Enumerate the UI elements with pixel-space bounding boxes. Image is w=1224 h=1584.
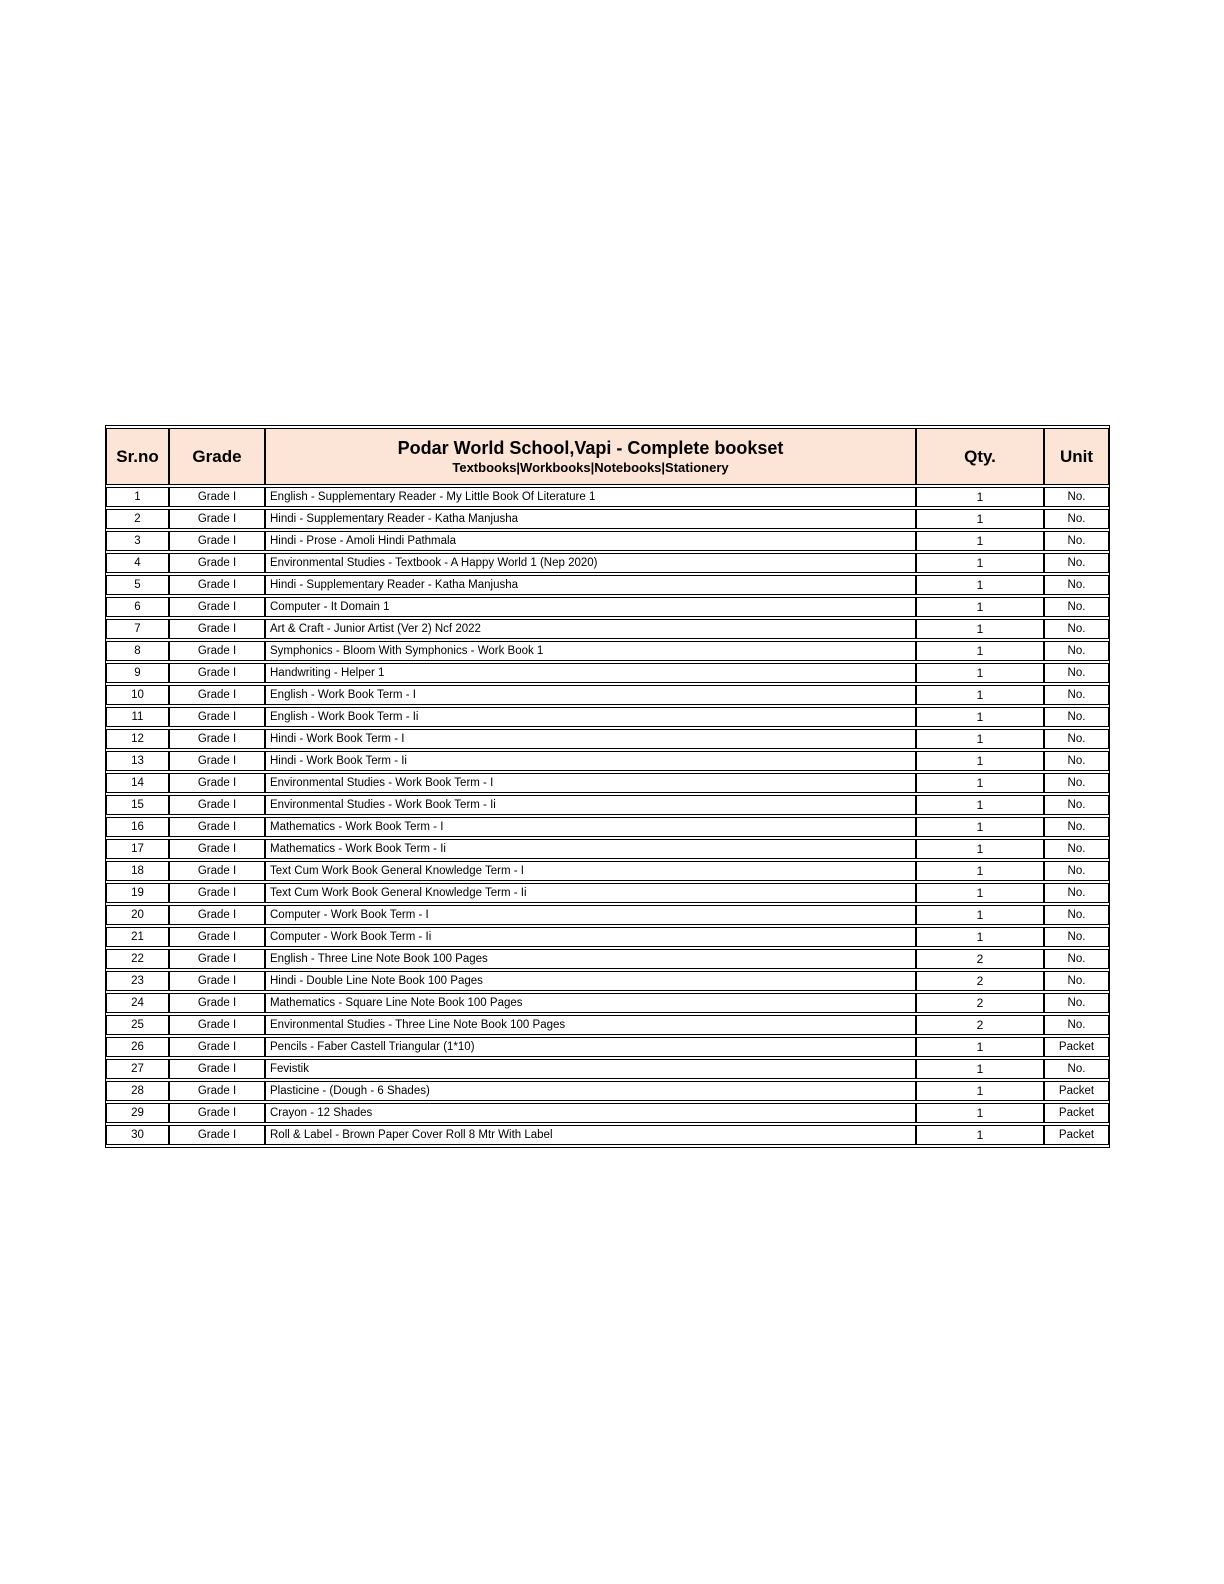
cell-qty: 1 bbox=[916, 927, 1044, 947]
cell-grade: Grade I bbox=[169, 949, 265, 969]
cell-item: Computer - It Domain 1 bbox=[265, 597, 916, 617]
table-row bbox=[106, 707, 1109, 727]
table-row bbox=[106, 839, 1109, 859]
cell-srno: 1 bbox=[106, 487, 169, 507]
cell-grade: Grade I bbox=[169, 707, 265, 727]
table-row bbox=[106, 641, 1109, 661]
table-row bbox=[106, 685, 1109, 705]
cell-unit: No. bbox=[1044, 531, 1109, 551]
cell-grade: Grade I bbox=[169, 553, 265, 573]
cell-unit: No. bbox=[1044, 1015, 1109, 1035]
cell-grade: Grade I bbox=[169, 927, 265, 947]
table-row bbox=[106, 883, 1109, 903]
cell-item: English - Work Book Term - Ii bbox=[265, 707, 916, 727]
cell-srno: 3 bbox=[106, 531, 169, 551]
table-row bbox=[106, 1103, 1109, 1123]
cell-srno: 19 bbox=[106, 883, 169, 903]
cell-grade: Grade I bbox=[169, 993, 265, 1013]
cell-item: Environmental Studies - Work Book Term - I bbox=[265, 773, 916, 793]
cell-unit: No. bbox=[1044, 839, 1109, 859]
cell-unit: No. bbox=[1044, 883, 1109, 903]
table-row bbox=[106, 861, 1109, 881]
table-row bbox=[106, 487, 1109, 507]
cell-srno: 2 bbox=[106, 509, 169, 529]
table-row bbox=[106, 553, 1109, 573]
table-row bbox=[106, 949, 1109, 969]
cell-item: English - Supplementary Reader - My Little Book Of Literature 1 bbox=[265, 487, 916, 507]
cell-grade: Grade I bbox=[169, 1103, 265, 1123]
cell-grade: Grade I bbox=[169, 663, 265, 683]
cell-unit: No. bbox=[1044, 949, 1109, 969]
cell-qty: 1 bbox=[916, 817, 1044, 837]
cell-qty: 1 bbox=[916, 641, 1044, 661]
cell-unit: No. bbox=[1044, 509, 1109, 529]
cell-srno: 6 bbox=[106, 597, 169, 617]
cell-unit: No. bbox=[1044, 487, 1109, 507]
cell-srno: 22 bbox=[106, 949, 169, 969]
cell-grade: Grade I bbox=[169, 729, 265, 749]
cell-qty: 2 bbox=[916, 971, 1044, 991]
cell-srno: 14 bbox=[106, 773, 169, 793]
cell-unit: No. bbox=[1044, 817, 1109, 837]
cell-unit: Packet bbox=[1044, 1037, 1109, 1057]
table-row bbox=[106, 531, 1109, 551]
cell-item: Pencils - Faber Castell Triangular (1*10) bbox=[265, 1037, 916, 1057]
cell-srno: 24 bbox=[106, 993, 169, 1013]
cell-qty: 1 bbox=[916, 509, 1044, 529]
table-row bbox=[106, 795, 1109, 815]
cell-srno: 23 bbox=[106, 971, 169, 991]
cell-qty: 1 bbox=[916, 1081, 1044, 1101]
cell-item: Art & Craft - Junior Artist (Ver 2) Ncf 2022 bbox=[265, 619, 916, 639]
cell-item: Crayon - 12 Shades bbox=[265, 1103, 916, 1123]
cell-grade: Grade I bbox=[169, 575, 265, 595]
cell-item: Computer - Work Book Term - I bbox=[265, 905, 916, 925]
cell-unit: No. bbox=[1044, 597, 1109, 617]
cell-item: Hindi - Work Book Term - I bbox=[265, 729, 916, 749]
header-row bbox=[106, 428, 1109, 485]
cell-grade: Grade I bbox=[169, 685, 265, 705]
cell-grade: Grade I bbox=[169, 861, 265, 881]
cell-grade: Grade I bbox=[169, 773, 265, 793]
table-row bbox=[106, 597, 1109, 617]
cell-qty: 1 bbox=[916, 553, 1044, 573]
table-row bbox=[106, 509, 1109, 529]
cell-qty: 1 bbox=[916, 1059, 1044, 1079]
table-row bbox=[106, 927, 1109, 947]
booklist-table-container bbox=[105, 425, 1108, 1148]
cell-qty: 1 bbox=[916, 751, 1044, 771]
cell-qty: 1 bbox=[916, 905, 1044, 925]
cell-grade: Grade I bbox=[169, 883, 265, 903]
table-row bbox=[106, 1059, 1109, 1079]
cell-item: Computer - Work Book Term - Ii bbox=[265, 927, 916, 947]
cell-qty: 1 bbox=[916, 861, 1044, 881]
cell-item: Fevistik bbox=[265, 1059, 916, 1079]
cell-srno: 12 bbox=[106, 729, 169, 749]
table-row bbox=[106, 751, 1109, 771]
cell-srno: 13 bbox=[106, 751, 169, 771]
table-row bbox=[106, 663, 1109, 683]
column-header-title bbox=[265, 428, 916, 485]
cell-item: Mathematics - Square Line Note Book 100 Pages bbox=[265, 993, 916, 1013]
cell-item: Symphonics - Bloom With Symphonics - Work Book 1 bbox=[265, 641, 916, 661]
cell-qty: 1 bbox=[916, 839, 1044, 859]
cell-unit: No. bbox=[1044, 641, 1109, 661]
column-header-srno: Sr.no bbox=[106, 428, 169, 485]
cell-unit: No. bbox=[1044, 773, 1109, 793]
table-row bbox=[106, 1037, 1109, 1057]
cell-srno: 29 bbox=[106, 1103, 169, 1123]
cell-grade: Grade I bbox=[169, 817, 265, 837]
cell-item: Hindi - Double Line Note Book 100 Pages bbox=[265, 971, 916, 991]
cell-item: Environmental Studies - Textbook - A Happy World 1 (Nep 2020) bbox=[265, 553, 916, 573]
booklist-table bbox=[105, 425, 1110, 1148]
cell-qty: 1 bbox=[916, 1103, 1044, 1123]
cell-srno: 26 bbox=[106, 1037, 169, 1057]
cell-unit: No. bbox=[1044, 795, 1109, 815]
cell-grade: Grade I bbox=[169, 509, 265, 529]
cell-unit: No. bbox=[1044, 751, 1109, 771]
cell-srno: 5 bbox=[106, 575, 169, 595]
cell-qty: 1 bbox=[916, 597, 1044, 617]
cell-grade: Grade I bbox=[169, 795, 265, 815]
cell-srno: 11 bbox=[106, 707, 169, 727]
cell-srno: 20 bbox=[106, 905, 169, 925]
cell-qty: 1 bbox=[916, 795, 1044, 815]
cell-grade: Grade I bbox=[169, 1125, 265, 1145]
cell-qty: 1 bbox=[916, 663, 1044, 683]
cell-srno: 21 bbox=[106, 927, 169, 947]
cell-srno: 27 bbox=[106, 1059, 169, 1079]
cell-grade: Grade I bbox=[169, 1081, 265, 1101]
cell-srno: 15 bbox=[106, 795, 169, 815]
cell-item: Hindi - Supplementary Reader - Katha Manjusha bbox=[265, 509, 916, 529]
cell-grade: Grade I bbox=[169, 1037, 265, 1057]
cell-item: Text Cum Work Book General Knowledge Term - I bbox=[265, 861, 916, 881]
cell-item: English - Work Book Term - I bbox=[265, 685, 916, 705]
cell-qty: 1 bbox=[916, 1125, 1044, 1145]
cell-unit: No. bbox=[1044, 729, 1109, 749]
column-header-qty: Qty. bbox=[916, 428, 1044, 485]
column-header-unit: Unit bbox=[1044, 428, 1109, 485]
cell-srno: 10 bbox=[106, 685, 169, 705]
cell-unit: No. bbox=[1044, 993, 1109, 1013]
cell-item: Hindi - Prose - Amoli Hindi Pathmala bbox=[265, 531, 916, 551]
cell-grade: Grade I bbox=[169, 597, 265, 617]
cell-srno: 28 bbox=[106, 1081, 169, 1101]
table-row bbox=[106, 1081, 1109, 1101]
cell-grade: Grade I bbox=[169, 619, 265, 639]
table-row bbox=[106, 971, 1109, 991]
cell-qty: 1 bbox=[916, 729, 1044, 749]
cell-item: Hindi - Supplementary Reader - Katha Manjusha bbox=[265, 575, 916, 595]
cell-srno: 25 bbox=[106, 1015, 169, 1035]
cell-srno: 9 bbox=[106, 663, 169, 683]
cell-qty: 1 bbox=[916, 685, 1044, 705]
cell-srno: 16 bbox=[106, 817, 169, 837]
cell-item: Handwriting - Helper 1 bbox=[265, 663, 916, 683]
cell-unit: No. bbox=[1044, 707, 1109, 727]
cell-unit: No. bbox=[1044, 619, 1109, 639]
cell-grade: Grade I bbox=[169, 487, 265, 507]
cell-grade: Grade I bbox=[169, 751, 265, 771]
cell-unit: No. bbox=[1044, 663, 1109, 683]
table-row bbox=[106, 619, 1109, 639]
cell-qty: 2 bbox=[916, 1015, 1044, 1035]
table-row bbox=[106, 993, 1109, 1013]
table-body bbox=[106, 487, 1109, 1145]
cell-grade: Grade I bbox=[169, 641, 265, 661]
cell-srno: 18 bbox=[106, 861, 169, 881]
cell-unit: No. bbox=[1044, 971, 1109, 991]
cell-qty: 1 bbox=[916, 773, 1044, 793]
cell-unit: No. bbox=[1044, 575, 1109, 595]
table-row bbox=[106, 773, 1109, 793]
cell-unit: Packet bbox=[1044, 1081, 1109, 1101]
cell-item: Plasticine - (Dough - 6 Shades) bbox=[265, 1081, 916, 1101]
cell-grade: Grade I bbox=[169, 839, 265, 859]
cell-unit: Packet bbox=[1044, 1125, 1109, 1145]
cell-item: Mathematics - Work Book Term - Ii bbox=[265, 839, 916, 859]
cell-item: English - Three Line Note Book 100 Pages bbox=[265, 949, 916, 969]
cell-unit: Packet bbox=[1044, 1103, 1109, 1123]
cell-qty: 1 bbox=[916, 531, 1044, 551]
table-row bbox=[106, 1125, 1109, 1145]
cell-unit: No. bbox=[1044, 553, 1109, 573]
cell-qty: 1 bbox=[916, 1037, 1044, 1057]
cell-srno: 30 bbox=[106, 1125, 169, 1145]
cell-qty: 2 bbox=[916, 949, 1044, 969]
cell-srno: 17 bbox=[106, 839, 169, 859]
cell-item: Roll & Label - Brown Paper Cover Roll 8 Mtr With Label bbox=[265, 1125, 916, 1145]
cell-unit: No. bbox=[1044, 861, 1109, 881]
cell-srno: 4 bbox=[106, 553, 169, 573]
column-header-grade: Grade bbox=[169, 428, 265, 485]
cell-unit: No. bbox=[1044, 685, 1109, 705]
cell-qty: 1 bbox=[916, 575, 1044, 595]
cell-srno: 7 bbox=[106, 619, 169, 639]
cell-unit: No. bbox=[1044, 927, 1109, 947]
cell-qty: 1 bbox=[916, 883, 1044, 903]
cell-item: Mathematics - Work Book Term - I bbox=[265, 817, 916, 837]
table-subtitle: Textbooks|Workbooks|Notebooks|Stationery bbox=[452, 459, 729, 475]
cell-grade: Grade I bbox=[169, 971, 265, 991]
table-row bbox=[106, 905, 1109, 925]
table-row bbox=[106, 729, 1109, 749]
cell-grade: Grade I bbox=[169, 1059, 265, 1079]
cell-qty: 1 bbox=[916, 707, 1044, 727]
cell-qty: 2 bbox=[916, 993, 1044, 1013]
cell-grade: Grade I bbox=[169, 1015, 265, 1035]
cell-qty: 1 bbox=[916, 619, 1044, 639]
cell-item: Environmental Studies - Work Book Term - Ii bbox=[265, 795, 916, 815]
cell-qty: 1 bbox=[916, 487, 1044, 507]
cell-item: Hindi - Work Book Term - Ii bbox=[265, 751, 916, 771]
cell-grade: Grade I bbox=[169, 905, 265, 925]
cell-unit: No. bbox=[1044, 905, 1109, 925]
cell-grade: Grade I bbox=[169, 531, 265, 551]
table-header bbox=[106, 428, 1109, 485]
table-row bbox=[106, 575, 1109, 595]
table-title: Podar World School,Vapi - Complete bookset bbox=[397, 438, 784, 459]
cell-item: Text Cum Work Book General Knowledge Term - Ii bbox=[265, 883, 916, 903]
cell-unit: No. bbox=[1044, 1059, 1109, 1079]
cell-item: Environmental Studies - Three Line Note Book 100 Pages bbox=[265, 1015, 916, 1035]
table-row bbox=[106, 1015, 1109, 1035]
cell-srno: 8 bbox=[106, 641, 169, 661]
table-row bbox=[106, 817, 1109, 837]
